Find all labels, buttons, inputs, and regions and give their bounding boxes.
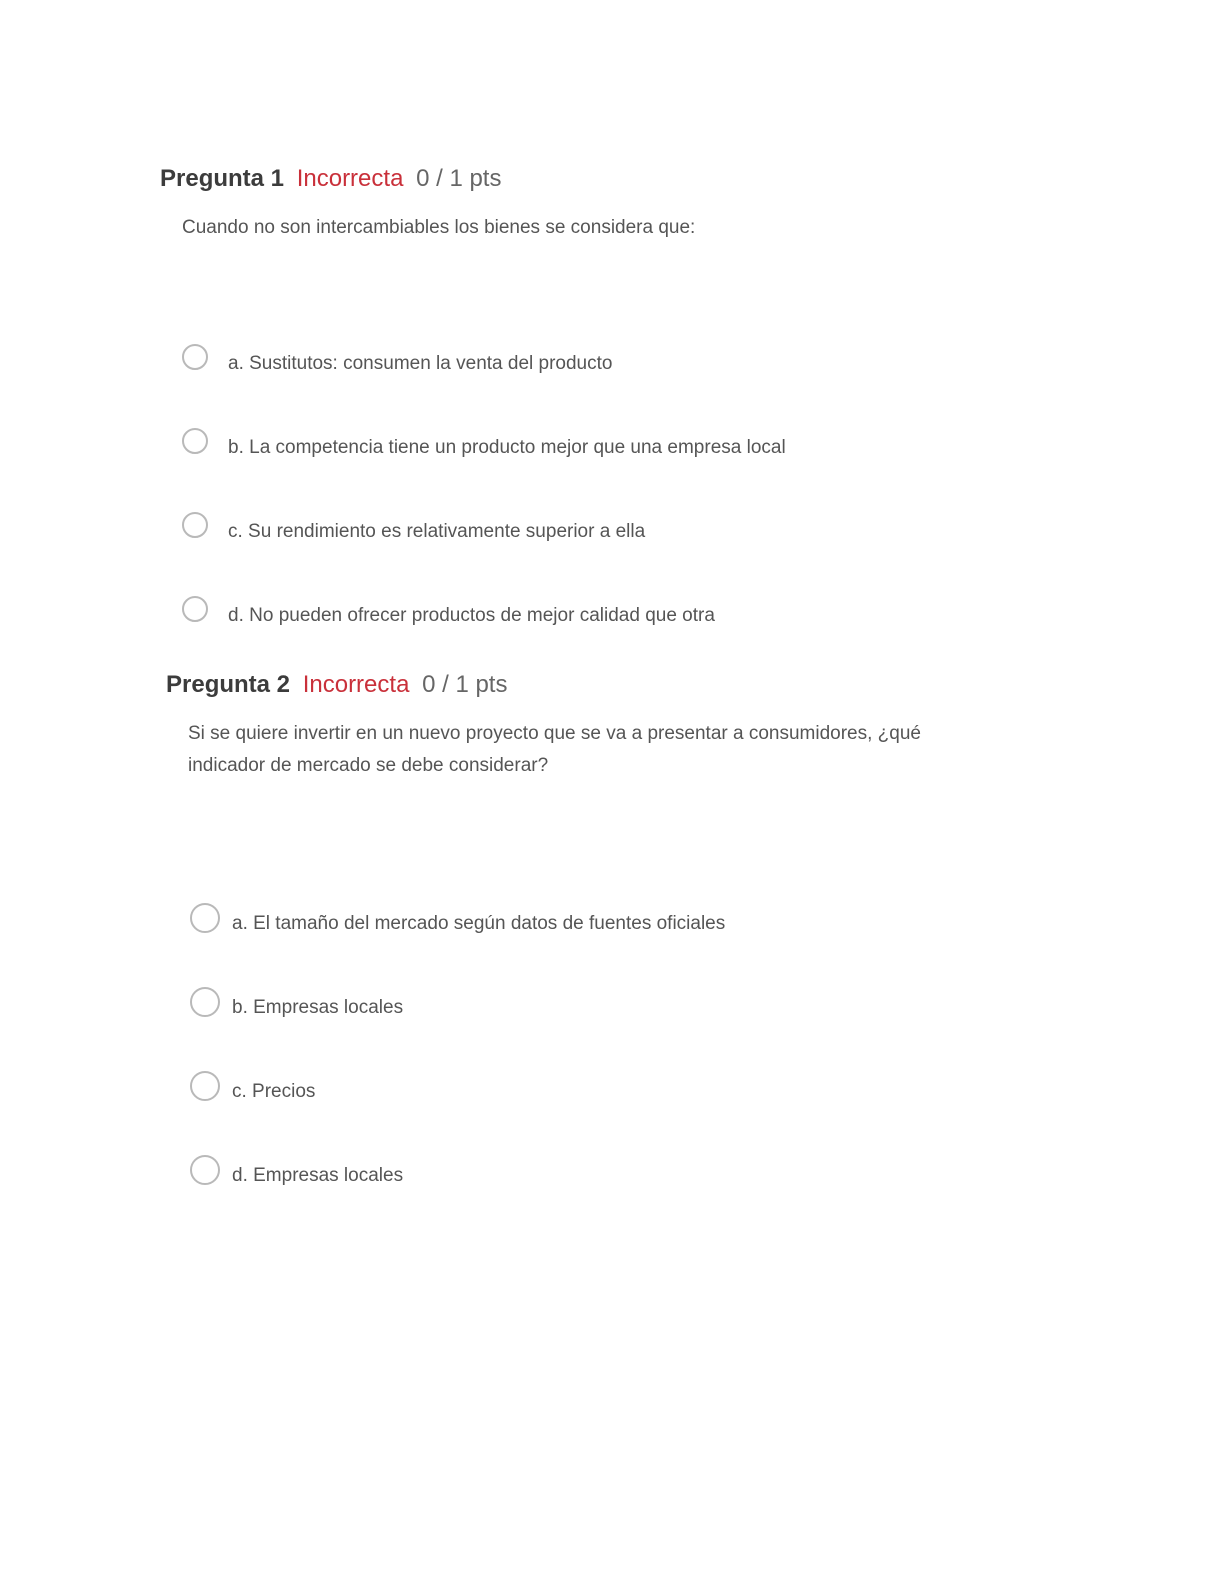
answer-option[interactable] — [182, 490, 1020, 574]
question-1 — [160, 162, 1020, 658]
answer-option-text: d. No pueden ofrecer productos de mejor calidad que otra — [228, 605, 715, 626]
answer-option-text: b. Empresas locales — [232, 997, 404, 1018]
answer-option-text: c. Su rendimiento es relativamente superior a ella — [228, 521, 646, 542]
radio-button[interactable] — [182, 344, 208, 370]
radio-button[interactable] — [182, 512, 208, 538]
question-2 — [166, 668, 1026, 1218]
radio-button[interactable] — [182, 428, 208, 454]
answer-options — [182, 322, 1020, 658]
answer-option[interactable] — [190, 882, 1026, 966]
answer-option[interactable] — [182, 406, 1020, 490]
question-label: Pregunta 2 — [166, 671, 291, 698]
question-status: Incorrecta — [296, 165, 404, 192]
answer-option[interactable] — [182, 574, 1020, 658]
answer-option-text: c. Precios — [232, 1081, 316, 1102]
question-header — [166, 668, 1026, 702]
answer-option-text: a. El tamaño del mercado según datos de fuentes oficiales — [232, 913, 726, 934]
question-text: Si se quiere invertir en un nuevo proyecto que se va a presentar a consumidores, ¿qué indicador de mercado se debe considerar? — [188, 723, 921, 776]
question-points: 0 / 1 pts — [416, 165, 502, 192]
question-points: 0 / 1 pts — [422, 671, 508, 698]
radio-button[interactable] — [190, 1155, 220, 1185]
question-header — [160, 162, 1020, 196]
radio-button[interactable] — [190, 1071, 220, 1101]
answer-options — [190, 882, 1026, 1218]
answer-option[interactable] — [190, 966, 1026, 1050]
radio-button[interactable] — [190, 903, 220, 933]
question-text: Cuando no son intercambiables los bienes se considera que: — [182, 217, 696, 238]
answer-option-text: d. Empresas locales — [232, 1165, 404, 1186]
answer-option[interactable] — [182, 322, 1020, 406]
answer-option-text: b. La competencia tiene un producto mejor que una empresa local — [228, 437, 786, 458]
radio-button[interactable] — [182, 596, 208, 622]
answer-option[interactable] — [190, 1050, 1026, 1134]
question-label: Pregunta 1 — [160, 165, 285, 192]
question-status: Incorrecta — [302, 671, 410, 698]
answer-option[interactable] — [190, 1134, 1026, 1218]
radio-button[interactable] — [190, 987, 220, 1017]
answer-option-text: a. Sustitutos: consumen la venta del producto — [228, 353, 613, 374]
